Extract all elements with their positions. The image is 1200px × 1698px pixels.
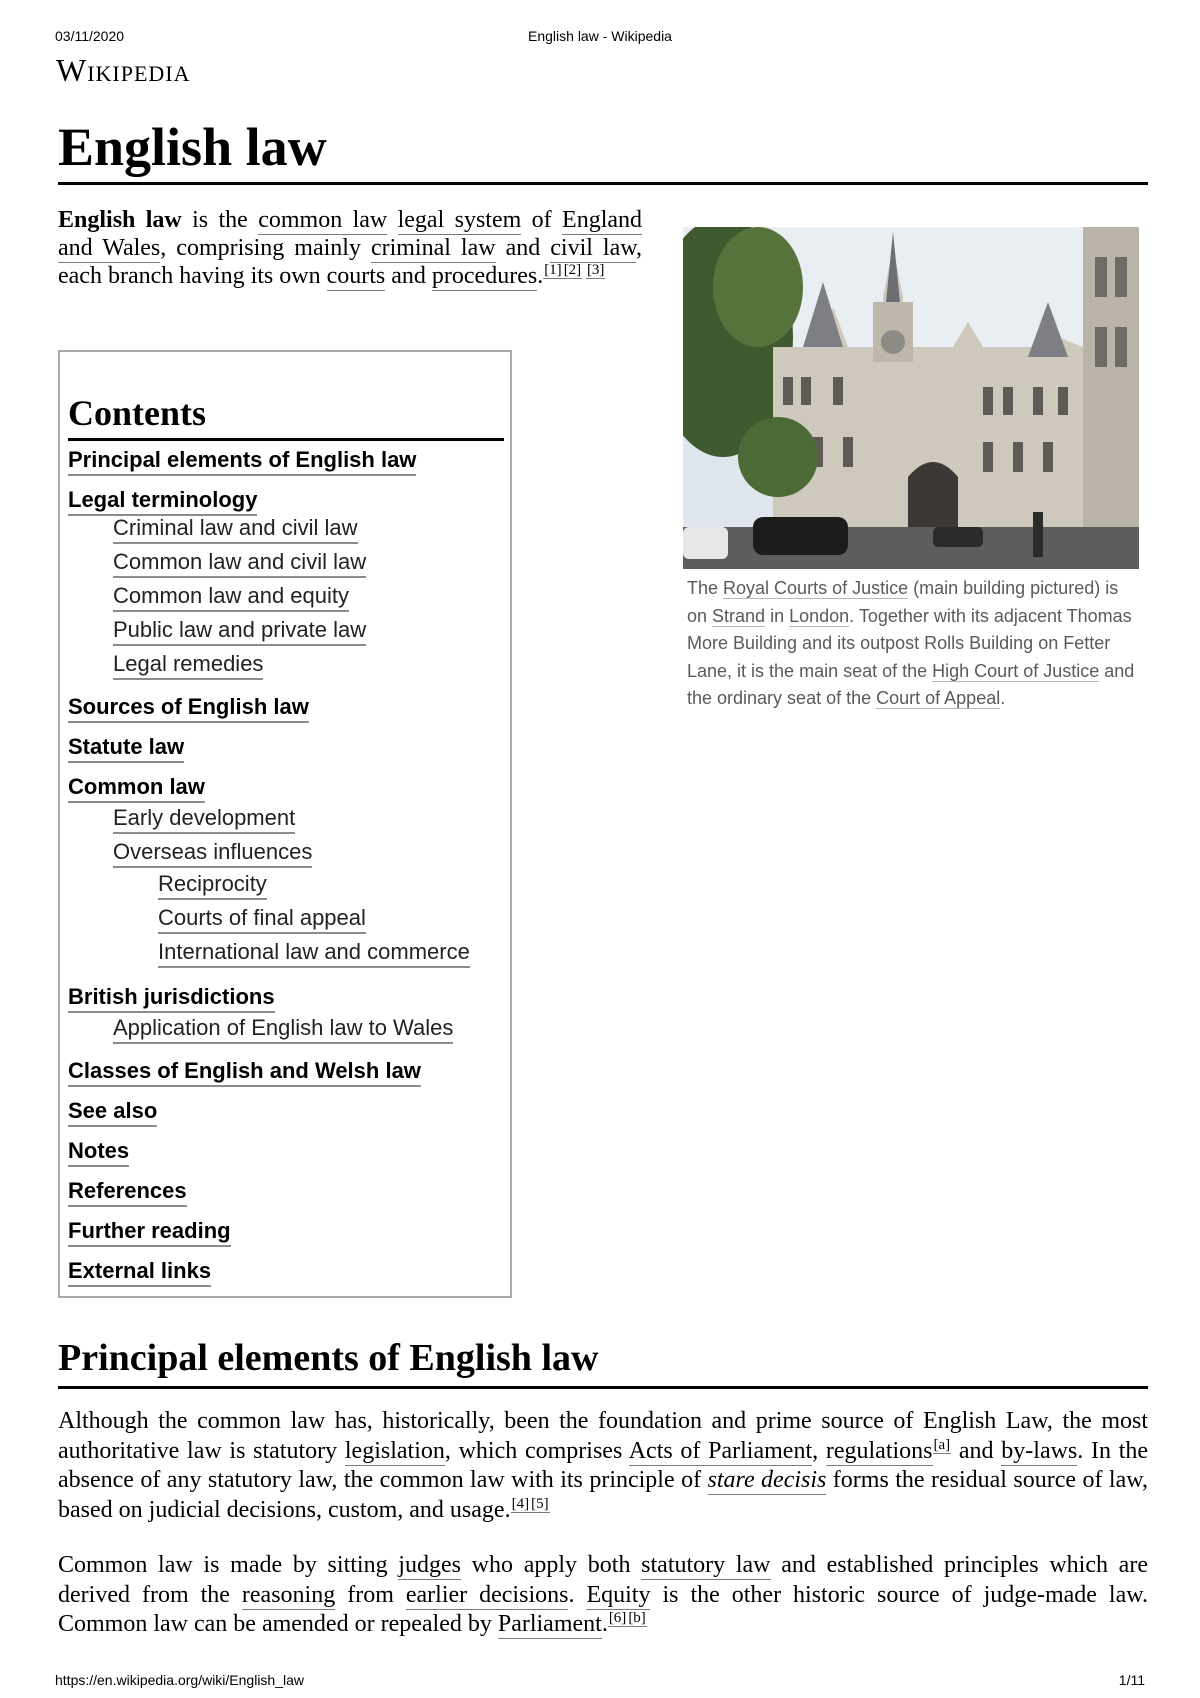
- print-date: 03/11/2020: [55, 28, 125, 44]
- body-text: . In the absence of any statutory law, the common law with its principle of: [58, 1437, 1149, 1493]
- footnote-ref-3[interactable]: [3]: [586, 262, 605, 278]
- print-header: [55, 28, 1145, 48]
- footnote-ref-4[interactable]: [4]: [511, 1495, 530, 1512]
- toc-item-label[interactable]: Legal terminology: [68, 487, 257, 516]
- link-criminal-law[interactable]: criminal law: [370, 235, 496, 261]
- body-text: ,: [812, 1437, 826, 1464]
- toc-item[interactable]: [68, 486, 257, 514]
- toc-item[interactable]: [113, 548, 366, 576]
- toc-item[interactable]: [113, 838, 312, 866]
- lead-text: [387, 207, 397, 233]
- lead-text: .: [537, 263, 544, 289]
- toc-item[interactable]: [113, 650, 263, 678]
- toc-item-label[interactable]: Sources of English law: [68, 694, 309, 723]
- link-equity[interactable]: Equity: [586, 1581, 651, 1608]
- footnote-ref-6[interactable]: [6]: [608, 1610, 627, 1626]
- footnote-ref-2[interactable]: [2]: [563, 262, 582, 278]
- toc-item[interactable]: [68, 983, 275, 1011]
- toc-item[interactable]: [68, 1137, 129, 1165]
- footnote-refs: [543, 262, 605, 279]
- footnote-ref-5[interactable]: [5]: [531, 1495, 549, 1512]
- link-legal-system[interactable]: legal system: [397, 207, 522, 233]
- toc-item[interactable]: [68, 733, 184, 761]
- link-london[interactable]: London: [789, 605, 850, 626]
- toc-item-label[interactable]: Public law and private law: [113, 617, 366, 646]
- footnote-ref-b[interactable]: [b]: [628, 1610, 646, 1626]
- body-text: and established principles which are derived from the: [58, 1552, 1148, 1608]
- toc-item-label[interactable]: Courts of final appeal: [158, 905, 366, 934]
- toc-item-label[interactable]: Common law and civil law: [113, 549, 366, 578]
- toc-item[interactable]: [68, 693, 309, 721]
- link-strand[interactable]: Strand: [712, 605, 766, 626]
- link-legislation[interactable]: legislation: [344, 1437, 445, 1464]
- toc-item[interactable]: [68, 1057, 421, 1085]
- caption-text: .: [1000, 688, 1006, 708]
- toc-item[interactable]: [68, 1177, 187, 1205]
- toc-item[interactable]: [113, 1014, 453, 1042]
- link-earlier-decisions[interactable]: earlier decisions: [405, 1581, 569, 1608]
- footnote-refs: [933, 1437, 952, 1454]
- infobox-image: [683, 227, 1139, 708]
- toc-item-label[interactable]: Classes of English and Welsh law: [68, 1058, 421, 1087]
- lead-bold-term: English law: [58, 207, 182, 233]
- section-heading: Principal elements of English law: [58, 1330, 1148, 1389]
- toc-item[interactable]: [113, 582, 349, 610]
- link-civil-law[interactable]: civil law: [550, 235, 637, 261]
- link-common-law[interactable]: common law: [258, 207, 388, 233]
- print-footer: [55, 1672, 1145, 1688]
- footnote-ref-1[interactable]: [1]: [544, 262, 562, 278]
- image-caption: [687, 575, 1139, 713]
- page-title: English law: [58, 112, 1148, 185]
- body-text: from: [335, 1581, 406, 1608]
- toc-item-label[interactable]: British jurisdictions: [68, 984, 275, 1013]
- link-by-laws[interactable]: by-laws: [1001, 1437, 1078, 1464]
- toc-item[interactable]: [113, 804, 295, 832]
- toc-item[interactable]: [158, 938, 470, 966]
- print-page-title: English law - Wikipedia: [528, 28, 672, 44]
- toc-item-label[interactable]: Notes: [68, 1138, 129, 1167]
- body-text: and: [951, 1437, 1002, 1464]
- link-reasoning[interactable]: reasoning: [241, 1581, 336, 1608]
- link-stare-decisis[interactable]: stare decisis: [707, 1467, 827, 1493]
- toc-item[interactable]: [158, 870, 267, 898]
- toc-item-label[interactable]: See also: [68, 1098, 157, 1127]
- link-england-and-wales[interactable]: England and Wales: [58, 207, 643, 261]
- toc-item[interactable]: [68, 446, 416, 474]
- body-text: .: [568, 1581, 587, 1608]
- toc-item-label[interactable]: Application of English law to Wales: [113, 1015, 453, 1044]
- toc-heading: Contents: [68, 388, 504, 441]
- body-paragraph-2: [58, 1551, 1148, 1640]
- toc-item[interactable]: [158, 904, 366, 932]
- caption-text: . Together with its adjacent Thomas More Building and its outpost Rolls Building on Fetter Lane, it is the main seat of the: [687, 605, 1132, 681]
- footnote-ref-a[interactable]: [a]: [933, 1436, 951, 1453]
- toc-item-label[interactable]: Statute law: [68, 734, 184, 763]
- toc-item-label[interactable]: Principal elements of English law: [68, 447, 416, 476]
- toc-item-label[interactable]: Common law and equity: [113, 583, 349, 612]
- lead-text: and: [385, 263, 432, 289]
- link-procedures[interactable]: procedures: [431, 263, 538, 289]
- table-of-contents: [58, 350, 512, 1298]
- body-text: , which comprises: [444, 1437, 629, 1464]
- caption-text: in: [765, 605, 790, 626]
- toc-item-label[interactable]: Overseas influences: [113, 839, 312, 868]
- body-text: .: [601, 1611, 608, 1637]
- toc-item-label[interactable]: Legal remedies: [113, 651, 263, 680]
- link-high-court-of-justice[interactable]: High Court of Justice: [932, 660, 1100, 681]
- body-text: who apply both: [460, 1552, 642, 1578]
- toc-item-label[interactable]: Common law: [68, 774, 205, 803]
- royal-courts-of-justice-photo[interactable]: [683, 227, 1139, 569]
- toc-item[interactable]: [68, 773, 205, 801]
- link-royal-courts-of-justice[interactable]: Royal Courts of Justice: [723, 578, 909, 598]
- toc-item[interactable]: [68, 1097, 157, 1125]
- toc-item-label[interactable]: Early development: [113, 805, 295, 834]
- print-url: https://en.wikipedia.org/wiki/English_law: [55, 1672, 305, 1688]
- toc-item-label[interactable]: Reciprocity: [158, 871, 267, 900]
- body-text: is the other historic source of judge-made law. Common law can be amended or repealed by: [58, 1581, 1149, 1637]
- lead-text: of: [521, 207, 563, 233]
- lead-text: is the: [181, 207, 259, 233]
- caption-text: The: [687, 578, 724, 598]
- link-parliament[interactable]: Parliament: [497, 1611, 602, 1637]
- toc-item-label[interactable]: References: [68, 1178, 187, 1207]
- caption-text: (main building pictured) is on: [687, 578, 1119, 626]
- lead-paragraph: [58, 206, 642, 290]
- toc-item[interactable]: [68, 1217, 231, 1245]
- wikipedia-logo[interactable]: Wikipedia: [56, 52, 191, 88]
- body-text: Common law is made by sitting: [58, 1552, 399, 1578]
- body-paragraph-1: [58, 1407, 1148, 1525]
- link-judges[interactable]: judges: [398, 1552, 461, 1578]
- body-text: forms the residual source of law, based on judicial decisions, custom, and usage.: [58, 1467, 1148, 1523]
- footnote-refs: [608, 1610, 647, 1627]
- link-regulations[interactable]: regulations: [825, 1437, 933, 1464]
- caption-text: and the ordinary seat of the: [687, 660, 1135, 708]
- toc-item-label[interactable]: Further reading: [68, 1218, 231, 1247]
- link-court-of-appeal[interactable]: Court of Appeal: [876, 688, 1001, 708]
- footnote-refs: [511, 1496, 550, 1513]
- toc-item-label[interactable]: International law and commerce: [158, 939, 470, 968]
- toc-item[interactable]: [113, 616, 366, 644]
- body-text: Although the common law has, historically, been the foundation and prime source of English Law, the most authoritative law is statutory: [58, 1408, 1148, 1464]
- link-statutory-law[interactable]: statutory law: [641, 1552, 771, 1578]
- lead-text: , each branch having its own: [58, 235, 643, 289]
- link-courts[interactable]: courts: [326, 263, 386, 289]
- toc-item-label[interactable]: Criminal law and civil law: [113, 515, 358, 544]
- link-acts-of-parliament[interactable]: Acts of Parliament: [628, 1437, 813, 1464]
- page-number: 1/11: [1118, 1672, 1145, 1688]
- toc-item[interactable]: [113, 514, 358, 542]
- toc-item[interactable]: [68, 1257, 211, 1285]
- lead-text: , comprising mainly: [160, 235, 371, 261]
- lead-text: and: [495, 235, 551, 261]
- toc-item-label[interactable]: External links: [68, 1258, 211, 1287]
